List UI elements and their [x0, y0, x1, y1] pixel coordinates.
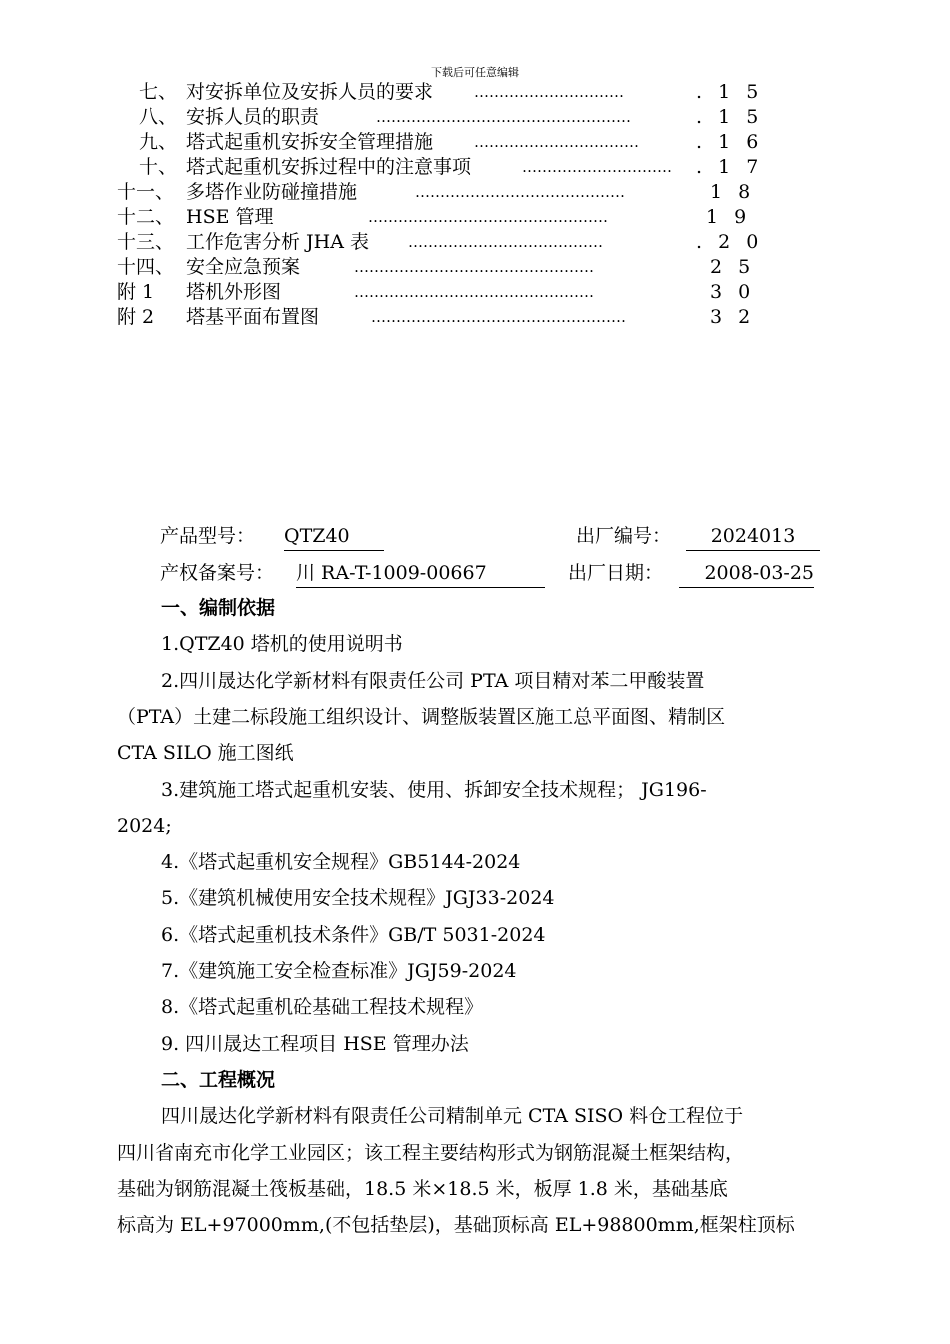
toc-entry-number: 十、: [139, 156, 178, 178]
toc-entry-page: . 2 0: [696, 231, 764, 253]
paragraph-line: 标高为 EL+97000mm,(不包括垫层)，基础顶标高 EL+98800mm,框架柱顶标: [117, 1214, 795, 1236]
toc-entry-number: 九、: [139, 131, 178, 153]
toc-entry: [0, 255, 950, 280]
paragraph-line: 7.《建筑施工安全检查标准》JGJ59-2024: [161, 960, 517, 982]
paragraph-line: 2024;: [117, 815, 172, 837]
factory-date-label: 出厂日期：: [568, 562, 664, 584]
section-heading: 一、编制依据: [161, 597, 276, 619]
paragraph-line: 4.《塔式起重机安全规程》GB5144-2024: [161, 851, 521, 873]
toc-entry-page: . 1 7: [696, 156, 764, 178]
toc-entry-leader-dots: ……………………………………………: [376, 108, 631, 126]
paragraph-line: 四川省南充市化学工业园区；该工程主要结构形式为钢筋混凝土框架结构，: [117, 1142, 745, 1164]
toc-entry-leader-dots: …………………………: [474, 83, 624, 101]
toc-entry-page: 1 8: [710, 181, 756, 203]
product-info-row-1: [0, 522, 950, 550]
toc-entry: [0, 205, 950, 230]
toc-entry-page: 3 2: [710, 306, 756, 328]
factory-date-value: 2008-03-25: [679, 559, 814, 588]
paragraph-line: 2.四川晟达化学新材料有限责任公司 PTA 项目精对苯二甲酸装置: [161, 670, 705, 692]
toc-entry-title: 塔式起重机安拆安全管理措施: [186, 131, 434, 153]
toc-entry-page: . 1 5: [696, 81, 764, 103]
toc-entry-number: 十三、: [117, 231, 175, 253]
toc-entry-leader-dots: ……………………………………: [415, 183, 625, 201]
toc-entry: [0, 280, 950, 305]
toc-entry-title: 塔机外形图: [186, 281, 282, 303]
toc-entry: [0, 130, 950, 155]
toc-entry-title: 安拆人员的职责: [186, 106, 320, 128]
toc-entry-title: 对安拆单位及安拆人员的要求: [186, 81, 434, 103]
toc-entry-page: . 1 5: [696, 106, 764, 128]
toc-entry-number: 七、: [139, 81, 178, 103]
paragraph-line: 6.《塔式起重机技术条件》GB/T 5031-2024: [161, 924, 546, 946]
toc-entry-page: 2 5: [710, 256, 756, 278]
model-label: 产品型号：: [160, 525, 256, 547]
toc-entry-number: 十一、: [117, 181, 175, 203]
toc-entry-number: 十四、: [117, 256, 175, 278]
toc-entry-leader-dots: …………………………: [522, 158, 672, 176]
toc-entry-number: 附 2: [117, 306, 155, 328]
toc-entry-leader-dots: …………………………………………: [354, 283, 594, 301]
toc-entry: [0, 180, 950, 205]
toc-entry-page: . 1 6: [696, 131, 764, 153]
toc-entry-page: 3 0: [710, 281, 756, 303]
page-header-note: 下载后可任意编辑: [431, 66, 519, 79]
record-number-value: 川 RA-T-1009-00667: [296, 559, 545, 588]
record-number-label: 产权备案号：: [160, 562, 275, 584]
toc-entry-leader-dots: …………………………………………: [354, 258, 594, 276]
toc-entry-title: 多塔作业防碰撞措施: [186, 181, 358, 203]
toc-entry: [0, 230, 950, 255]
product-info-row-2: [0, 559, 950, 587]
factory-number-value: 2024013: [686, 522, 820, 551]
model-value: QTZ40: [284, 522, 384, 551]
paragraph-line: 5.《建筑机械使用安全技术规程》JGJ33-2024: [161, 887, 555, 909]
toc-entry-page: 1 9: [706, 206, 752, 228]
paragraph-line: 3.建筑施工塔式起重机安装、使用、拆卸安全技术规程； JG196-: [161, 779, 707, 801]
toc-entry-number: 八、: [139, 106, 178, 128]
paragraph-line: 8.《塔式起重机砼基础工程技术规程》: [161, 996, 484, 1018]
toc-entry-leader-dots: ……………………………………………: [371, 308, 626, 326]
toc-entry: [0, 305, 950, 330]
paragraph-line: CTA SILO 施工图纸: [117, 742, 294, 764]
paragraph-line: 9. 四川晟达工程项目 HSE 管理办法: [161, 1033, 469, 1055]
toc-entry-title: 工作危害分析 JHA 表: [186, 231, 369, 253]
toc-entry: [0, 80, 950, 105]
toc-entry: [0, 105, 950, 130]
toc-entry: [0, 155, 950, 180]
toc-entry-leader-dots: …………………………………………: [368, 208, 608, 226]
paragraph-line: 1.QTZ40 塔机的使用说明书: [161, 633, 403, 655]
paragraph-line: （PTA）土建二标段施工组织设计、调整版装置区施工总平面图、精制区: [117, 706, 726, 728]
toc-entry-title: 塔基平面布置图: [186, 306, 320, 328]
toc-entry-title: 塔式起重机安拆过程中的注意事项: [186, 156, 472, 178]
paragraph-line: 基础为钢筋混凝土筏板基础，18.5 米×18.5 米，板厚 1.8 米，基础基底: [117, 1178, 728, 1200]
toc-entry-leader-dots: ……………………………: [474, 133, 639, 151]
section-heading: 二、工程概况: [161, 1069, 276, 1091]
paragraph-line: 四川晟达化学新材料有限责任公司精制单元 CTA SISO 料仓工程位于: [161, 1105, 744, 1127]
toc-entry-title: HSE 管理: [186, 206, 274, 228]
toc-entry-number: 附 1: [117, 281, 155, 303]
factory-number-label: 出厂编号：: [576, 525, 672, 547]
toc-entry-leader-dots: …………………………………: [408, 233, 603, 251]
toc-entry-number: 十二、: [117, 206, 175, 228]
toc-entry-title: 安全应急预案: [186, 256, 301, 278]
